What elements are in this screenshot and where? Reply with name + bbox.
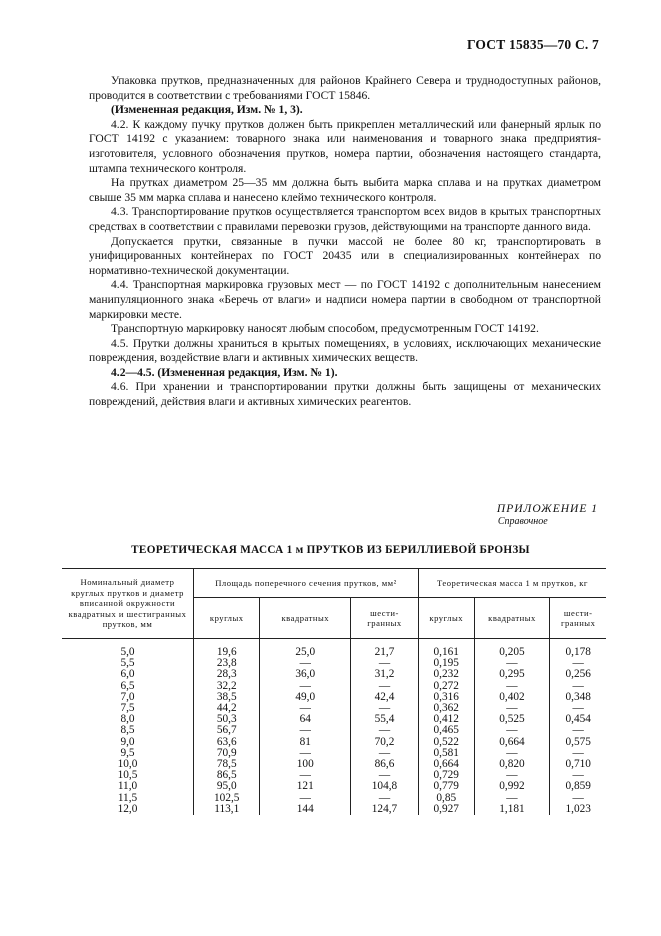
- table-cell: 0,859: [550, 781, 606, 792]
- header-area-group: Площадь поперечного сечения прутков, мм²: [194, 569, 419, 598]
- table-cell: 36,0: [260, 669, 351, 680]
- table-cell: 81: [260, 737, 351, 748]
- paragraph: Упаковка прутков, предназначенных для районов Крайнего Севера и труднодоступных районов, проводится в соответствии с требованиями ГОСТ 15846.: [89, 74, 601, 102]
- table-cell: 0,195: [418, 658, 474, 669]
- table-cell: 12,0: [117, 802, 138, 815]
- table-cell: 0,205: [474, 639, 550, 659]
- table-cell: 100: [260, 759, 351, 770]
- table-cell: 0,575: [550, 737, 606, 748]
- paragraph: Транспортную маркировку наносят любым способом, предусмотренным ГОСТ 14192.: [111, 322, 539, 336]
- table-cell: —: [260, 725, 351, 736]
- table-cell: —: [351, 703, 419, 714]
- table-cell: 70,2: [351, 737, 419, 748]
- table-cell: 0,710: [550, 759, 606, 770]
- header-mass-square: квадратных: [474, 598, 550, 639]
- table-cell: 49,0: [260, 692, 351, 703]
- table-cell: 0,232: [418, 669, 474, 680]
- table-cell: 32,2: [194, 681, 260, 692]
- body-text: [89, 74, 601, 410]
- table-cell: 8,5: [120, 724, 135, 737]
- table-cell: 10,5: [117, 769, 138, 782]
- table-row: [62, 737, 606, 748]
- header-mass-round: круглых: [418, 598, 474, 639]
- table-cell: 56,7: [194, 725, 260, 736]
- table-cell: 0,362: [418, 703, 474, 714]
- table-cell: —: [351, 793, 419, 804]
- table-cell: 0,178: [550, 639, 606, 659]
- table-cell: 70,9: [194, 748, 260, 759]
- table-row: [62, 781, 606, 792]
- table-cell: —: [351, 658, 419, 669]
- appendix-subtitle: Справочное: [497, 516, 548, 527]
- table-cell: 28,3: [194, 669, 260, 680]
- paragraph: 4.4. Транспортная маркировка грузовых мест — по ГОСТ 14192 с дополнительным нанесением манипуляционного знака «Беречь от влаги» и надписи номера партии в свободном от транспортной маркировки месте.: [89, 278, 601, 321]
- header-area-square: квадратных: [260, 598, 351, 639]
- table-cell: —: [260, 770, 351, 781]
- table-cell: 0,927: [418, 804, 474, 815]
- table-cell: —: [550, 770, 606, 781]
- header-area-round: круглых: [194, 598, 260, 639]
- paragraph: (Измененная редакция, Изм. № 1, 3).: [111, 103, 303, 117]
- table-cell: 0,664: [418, 759, 474, 770]
- table-cell: 0,992: [474, 781, 550, 792]
- header-diameter: Номинальный диаметр круглых прутков и диаметр вписанной окружности квадратных и шестигранных прутков, мм: [62, 569, 194, 639]
- paragraph: 4.2—4.5. (Измененная редакция, Изм. № 1).: [111, 365, 338, 379]
- table-body: [62, 639, 606, 816]
- table-cell: 0,402: [474, 692, 550, 703]
- table-cell: —: [260, 748, 351, 759]
- table-row: [62, 639, 606, 659]
- table-cell: —: [550, 681, 606, 692]
- table-cell: 8,0: [120, 713, 135, 726]
- table-cell: 25,0: [260, 639, 351, 659]
- table-cell: 144: [260, 804, 351, 815]
- table-cell: —: [260, 658, 351, 669]
- table-cell: —: [550, 748, 606, 759]
- table-cell: 23,8: [194, 658, 260, 669]
- page-header: ГОСТ 15835—70 С. 7: [466, 37, 599, 52]
- table-cell: —: [351, 681, 419, 692]
- table-cell: 1,181: [474, 804, 550, 815]
- table-cell: 19,6: [194, 639, 260, 659]
- table-row: [62, 714, 606, 725]
- table-cell: —: [474, 793, 550, 804]
- table-cell: 31,2: [351, 669, 419, 680]
- table-cell: —: [474, 681, 550, 692]
- table-cell: 6,5: [120, 679, 135, 692]
- table-cell: 9,5: [120, 746, 135, 759]
- table-cell: 63,6: [194, 737, 260, 748]
- table-cell: 0,522: [418, 737, 474, 748]
- table-row: [62, 669, 606, 680]
- table-cell: —: [474, 658, 550, 669]
- table-cell: —: [550, 658, 606, 669]
- table-cell: 0,454: [550, 714, 606, 725]
- table-cell: 10,0: [117, 758, 138, 771]
- table-cell: 86,6: [351, 759, 419, 770]
- table-row: [62, 692, 606, 703]
- table-cell: 102,5: [194, 793, 260, 804]
- table-cell: —: [474, 703, 550, 714]
- table-cell: 0,272: [418, 681, 474, 692]
- table-row: [62, 725, 606, 736]
- table-cell: 0,316: [418, 692, 474, 703]
- paragraph: Допускается прутки, связанные в пучки массой не более 80 кг, транспортировать в унифицированных контейнерах по ГОСТ 20435 или в специализированных контейнерах по нормативно-технической документации.: [89, 234, 601, 277]
- table-cell: 0,412: [418, 714, 474, 725]
- table-cell: 0,85: [418, 793, 474, 804]
- table-cell: 7,5: [120, 702, 135, 715]
- table-cell: 6,0: [120, 668, 135, 681]
- table-cell: 113,1: [194, 804, 260, 815]
- table-cell: 121: [260, 781, 351, 792]
- table-cell: —: [351, 725, 419, 736]
- table-cell: 0,729: [418, 770, 474, 781]
- table-cell: 0,295: [474, 669, 550, 680]
- table-cell: 0,581: [418, 748, 474, 759]
- table-cell: 0,161: [418, 639, 474, 659]
- appendix-label: [497, 503, 598, 527]
- table-cell: 0,820: [474, 759, 550, 770]
- paragraph: 4.5. Прутки должны храниться в крытых помещениях, в условиях, исключающих механические повреждения, воздействие влаги и активных химических веществ.: [89, 336, 601, 365]
- mass-table: [62, 568, 606, 815]
- table-row: [62, 804, 606, 815]
- table-cell: 9,0: [120, 735, 135, 748]
- table-cell: 104,8: [351, 781, 419, 792]
- header-mass-hex: шести- гранных: [550, 598, 606, 639]
- table-cell: —: [260, 793, 351, 804]
- table-cell: 0,664: [474, 737, 550, 748]
- table-cell: —: [474, 748, 550, 759]
- table-cell: —: [260, 703, 351, 714]
- header-area-hex: шести- гранных: [351, 598, 419, 639]
- table-cell: —: [474, 725, 550, 736]
- table-cell: —: [550, 703, 606, 714]
- header-mass-group: Теоретическая масса 1 м прутков, кг: [418, 569, 606, 598]
- appendix-title: ПРИЛОЖЕНИЕ 1: [496, 503, 598, 515]
- table-cell: 0,525: [474, 714, 550, 725]
- table-cell: 44,2: [194, 703, 260, 714]
- table-cell: 11,5: [117, 791, 138, 804]
- table-cell: 1,023: [550, 804, 606, 815]
- table-cell: 50,3: [194, 714, 260, 725]
- table-cell: 86,5: [194, 770, 260, 781]
- paragraph: На прутках диаметром 25—35 мм должна быть выбита марка сплава и на прутках диаметром свыше 35 мм марка сплава и нанесено клеймо технического контроля.: [89, 176, 601, 204]
- table-cell: 0,779: [418, 781, 474, 792]
- table-cell: 7,0: [120, 690, 135, 703]
- table-cell: —: [260, 681, 351, 692]
- table-cell: —: [550, 793, 606, 804]
- table-cell: 42,4: [351, 692, 419, 703]
- table-cell: 0,256: [550, 669, 606, 680]
- table-cell: 11,0: [117, 780, 138, 793]
- table-cell: —: [474, 770, 550, 781]
- table-cell: 64: [260, 714, 351, 725]
- table-cell: —: [550, 725, 606, 736]
- table-cell: 38,5: [194, 692, 260, 703]
- table-cell: 5,5: [120, 657, 135, 670]
- paragraph: 4.6. При хранении и транспортировании прутки должны быть защищены от механических повреждений, действия влаги и активных химических реагентов.: [89, 380, 601, 409]
- table-row: [62, 759, 606, 770]
- paragraph: 4.3. Транспортирование прутков осуществляется транспортом всех видов в крытых транспортных средствах в соответствии с правилами перевозки грузов, действующими на транспорте данного вида.: [89, 205, 601, 233]
- table-cell: —: [351, 770, 419, 781]
- table-cell: 0,348: [550, 692, 606, 703]
- table-cell: 55,4: [351, 714, 419, 725]
- table-cell: 21,7: [351, 639, 419, 659]
- table-cell: 0,465: [418, 725, 474, 736]
- paragraph: 4.2. К каждому пучку прутков должен быть прикреплен металлический или фанерный ярлык по ГОСТ 14192 с указанием: товарного знака или наименования и товарного знака предприятия-изготовителя, условного обозначения прутков, номера партии, обозначения настоящего стандарта, штампа технического контроля.: [89, 117, 601, 175]
- table-cell: 78,5: [194, 759, 260, 770]
- table-cell: 124,7: [351, 804, 419, 815]
- table-cell: 95,0: [194, 781, 260, 792]
- table-title: ТЕОРЕТИЧЕСКАЯ МАССА 1 м ПРУТКОВ ИЗ БЕРИЛЛИЕВОЙ БРОНЗЫ: [131, 544, 530, 556]
- table-cell: —: [351, 748, 419, 759]
- table-cell: 5,0: [120, 646, 135, 658]
